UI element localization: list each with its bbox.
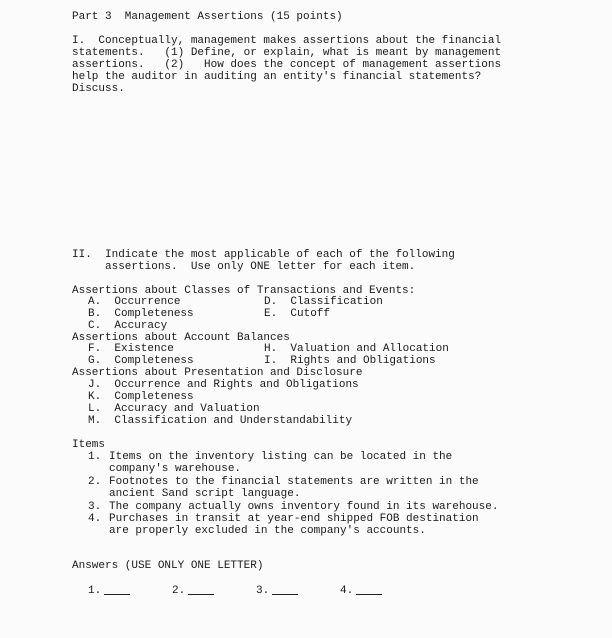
q2-heading-line: II. Indicate the most applicable of each of the following	[72, 249, 455, 261]
answer-line[interactable]	[356, 584, 382, 595]
presentation-title: Assertions about Presentation and Disclosure	[72, 367, 363, 379]
answer-number: 3.	[256, 585, 270, 597]
item-text: Footnotes to the financial statements are written in the	[109, 476, 479, 488]
item-text: Items on the inventory listing can be located in the	[109, 451, 453, 463]
item-text: are properly excluded in the company's accounts.	[109, 525, 426, 537]
assertion-option: L. Accuracy and Valuation	[88, 403, 260, 415]
answer-blank-2[interactable]	[172, 584, 214, 597]
assertion-option: H. Valuation and Allocation	[264, 343, 449, 355]
answer-blank-1[interactable]	[88, 584, 130, 597]
q1-line: Discuss.	[72, 83, 125, 95]
assertion-option: B. Completeness	[88, 308, 194, 320]
assertion-option: M. Classification and Understandability	[88, 415, 353, 427]
answer-number: 2.	[172, 585, 186, 597]
item-number: 4.	[88, 513, 102, 525]
items-title: Items	[72, 439, 106, 451]
q1-line: statements. (1) Define, or explain, what is meant by management	[72, 47, 502, 59]
answer-blank-4[interactable]	[340, 584, 382, 597]
assertion-option: A. Occurrence	[88, 296, 181, 308]
item-number: 3.	[88, 501, 102, 513]
assertion-option: D. Classification	[264, 296, 383, 308]
q1-line: help the auditor in auditing an entity's financial statements?	[72, 71, 482, 83]
page-title: Part 3 Management Assertions (15 points)	[72, 11, 343, 23]
assertion-option: F. Existence	[88, 343, 174, 355]
classes-title: Assertions about Classes of Transactions and Events:	[72, 285, 416, 297]
item-number: 1.	[88, 451, 102, 463]
q1-line: assertions. (2) How does the concept of management assertions	[72, 59, 502, 71]
assertion-option: C. Accuracy	[88, 320, 168, 332]
item-text: ancient Sand script language.	[109, 488, 301, 500]
item-text: Purchases in transit at year-end shipped FOB destination	[109, 513, 479, 525]
assertion-option: I. Rights and Obligations	[264, 355, 436, 367]
item-number: 2.	[88, 476, 102, 488]
assertion-option: J. Occurrence and Rights and Obligations	[88, 379, 359, 391]
answer-line[interactable]	[188, 584, 214, 595]
assertion-option: E. Cutoff	[264, 308, 331, 320]
q2-heading-line: assertions. Use only ONE letter for each item.	[72, 261, 416, 273]
answer-number: 1.	[88, 585, 102, 597]
balances-title: Assertions about Account Balances	[72, 332, 290, 344]
answers-title: Answers (USE ONLY ONE LETTER)	[72, 560, 264, 572]
q1-line: I. Conceptually, management makes assertions about the financial	[72, 35, 502, 47]
item-text: company's warehouse.	[109, 463, 242, 475]
item-text: The company actually owns inventory found in its warehouse.	[109, 501, 499, 513]
answer-number: 4.	[340, 585, 354, 597]
answer-line[interactable]	[104, 584, 130, 595]
answer-blank-3[interactable]	[256, 584, 298, 597]
answer-line[interactable]	[272, 584, 298, 595]
assertion-option: K. Completeness	[88, 391, 194, 403]
assertion-option: G. Completeness	[88, 355, 194, 367]
